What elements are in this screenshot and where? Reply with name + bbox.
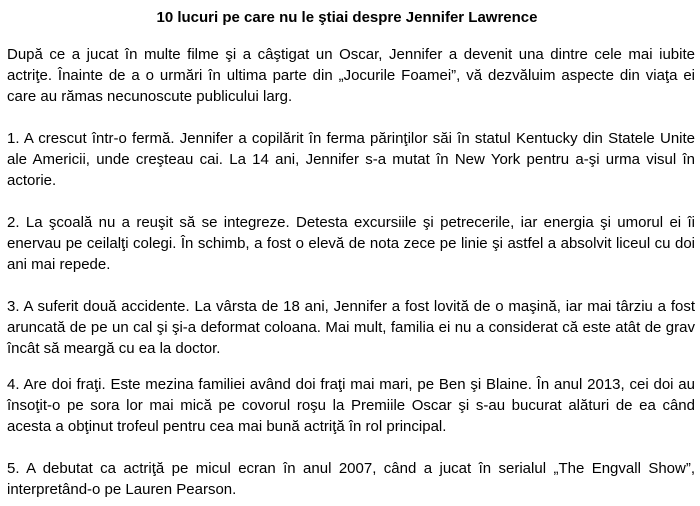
article-title	[0, 9, 700, 27]
article-title-text: 10 lucuri pe care nu le ştiai despre Jennifer Lawrence	[156, 9, 538, 26]
list-item: 2. La şcoală nu a reuşit să se integreze. Detesta excursiile şi petrecerile, iar energia şi umorul ei îi enervau pe ceilalţi colegi. În schimb, a fost o elevă de nota zece pe linie şi astfel a absolvit liceul cu doi ani mai repede.	[7, 214, 695, 273]
intro-paragraph: După ce a jucat în multe filme şi a câştigat un Oscar, Jennifer a devenit una dintre cele mai iubite actriţe. Înainte de a o urmări în ultima parte din „Jocurile Foamei”, vă dezvăluim aspecte din viaţa ei care au rămas necunoscute publicului larg.	[7, 46, 695, 105]
list-item: 1. A crescut într-o fermă. Jennifer a copilărit în ferma părinţilor săi în statul Kentucky din Statele Unite ale Americii, unde creşteau cai. La 14 ani, Jennifer s-a mutat în New York pentru a-şi urma visul în actorie.	[7, 130, 695, 189]
list-item: 4. Are doi fraţi. Este mezina familiei având doi fraţi mai mari, pe Ben şi Blaine. În anul 2013, cei doi au însoţit-o pe sora lor mai mică pe covorul roşu la Premiile Oscar şi s-au bucurat alături de ea când acesta a obţinut trofeul pentru cea mai bună actriţă în rol principal.	[7, 376, 695, 435]
list-item: 3. A suferit două accidente. La vârsta de 18 ani, Jennifer a fost lovită de o maşină, iar mai târziu a fost aruncată de pe un cal şi şi-a deformat coloana. Mai mult, familia ei nu a considerat că este atât de grav încât să meargă cu ea la doctor.	[7, 298, 695, 357]
list-item: 5. A debutat ca actriţă pe micul ecran în anul 2007, când a jucat în serialul „The Engvall Show”, interpretând-o pe Lauren Pearson.	[7, 460, 695, 498]
